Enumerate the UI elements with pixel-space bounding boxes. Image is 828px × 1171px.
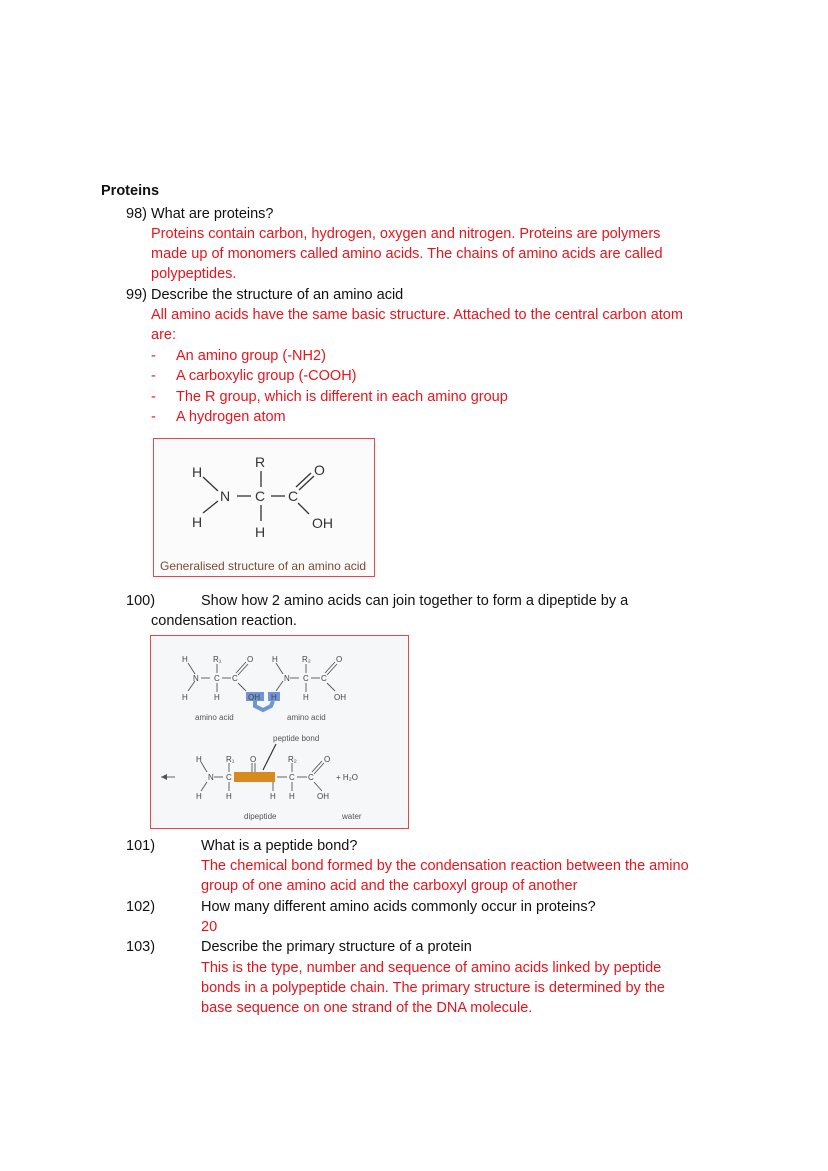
amino-acid-label-1: amino acid — [195, 713, 234, 722]
answer-103-line-2: bonds in a polypeptide chain. The primary structure is determined by the — [201, 980, 665, 996]
oh-removed: OH — [248, 693, 260, 702]
svg-text:N: N — [284, 674, 290, 683]
peptide-bond-label: peptide bond — [273, 734, 320, 743]
svg-text:C: C — [214, 674, 220, 683]
bond-c-oh — [298, 503, 309, 514]
figure-caption: Generalised structure of an amino acid — [160, 559, 367, 573]
svg-text:H: H — [196, 792, 202, 801]
svg-text:H: H — [214, 693, 220, 702]
bullet-hydrogen-atom: A hydrogen atom — [176, 409, 286, 425]
bullet-r-group: The R group, which is different in each amino group — [176, 389, 508, 405]
bond-h-n-top — [203, 477, 218, 491]
bond-c-o-double-b — [299, 476, 314, 490]
svg-text:N: N — [208, 773, 214, 782]
answer-98-line-3: polypeptides. — [151, 266, 237, 282]
answer-103-line-3: base sequence on one strand of the DNA molecule. — [201, 1000, 533, 1016]
question-100-number: 100) — [126, 593, 156, 609]
atom-h-top: H — [192, 464, 203, 480]
bond-h-n-bottom — [203, 501, 218, 513]
amino-acid-structure-figure — [153, 438, 375, 577]
bullet-marker: - — [151, 368, 156, 384]
answer-101-line-1: The chemical bond formed by the condensation reaction between the amino — [201, 858, 689, 874]
question-103-number: 103) — [126, 939, 156, 955]
bullet-marker: - — [151, 389, 156, 405]
bullet-marker: - — [151, 409, 156, 425]
svg-text:O: O — [324, 755, 331, 764]
svg-text:N: N — [193, 674, 199, 683]
question-100-line-1: Show how 2 amino acids can join together to form a dipeptide by a — [201, 593, 629, 609]
bond-c-o-double-a — [296, 473, 311, 487]
svg-text:H: H — [272, 655, 278, 664]
r1-label: R₁ — [213, 655, 222, 664]
svg-text:OH: OH — [334, 693, 346, 702]
svg-text:R₁: R₁ — [226, 755, 235, 764]
svg-text:H: H — [226, 792, 232, 801]
question-98: 98) What are proteins? — [126, 206, 274, 222]
dipeptide-label: dipeptide — [244, 812, 277, 821]
svg-text:H: H — [289, 792, 295, 801]
question-101-number: 101) — [126, 838, 156, 854]
section-title: Proteins — [101, 183, 160, 199]
svg-text:H: H — [303, 693, 309, 702]
svg-text:O: O — [250, 755, 257, 764]
svg-text:R₂: R₂ — [288, 755, 297, 764]
atom-r: R — [255, 454, 266, 470]
water-label: water — [342, 812, 362, 821]
answer-102: 20 — [201, 919, 218, 935]
question-101: What is a peptide bond? — [201, 838, 358, 854]
svg-text:OH: OH — [317, 792, 329, 801]
answer-101-line-2: group of one amino acid and the carboxyl group of another — [201, 878, 578, 894]
atom-h-bottom: H — [192, 514, 203, 530]
condensation-diagram — [151, 636, 410, 830]
question-100-line-2: condensation reaction. — [151, 613, 297, 629]
svg-text:C: C — [321, 674, 327, 683]
r2-label: R₂ — [302, 655, 311, 664]
bullet-marker: - — [151, 348, 156, 364]
svg-text:O: O — [336, 655, 343, 664]
atom-o: O — [314, 462, 325, 478]
answer-98-line-2: made up of monomers called amino acids. The chains of amino acids are called — [151, 246, 663, 262]
svg-text:C: C — [308, 773, 314, 782]
peptide-bond-highlight — [234, 772, 275, 782]
atom-h-central: H — [255, 524, 266, 540]
svg-text:C: C — [289, 773, 295, 782]
amino-acid-diagram — [154, 439, 376, 578]
answer-99-line-2: are: — [151, 327, 176, 343]
question-103: Describe the primary structure of a protein — [201, 939, 472, 955]
answer-103-line-1: This is the type, number and sequence of amino acids linked by peptide — [201, 960, 662, 976]
answer-99-line-1: All amino acids have the same basic structure. Attached to the central carbon atom — [151, 307, 683, 323]
bullet-amino-group: An amino group (-NH2) — [176, 348, 326, 364]
condensation-reaction-figure — [150, 635, 409, 829]
atom-n: N — [220, 488, 231, 504]
svg-text:H: H — [270, 792, 276, 801]
svg-text:H: H — [182, 693, 188, 702]
svg-text:C: C — [303, 674, 309, 683]
reaction-arrow-icon — [161, 774, 167, 780]
svg-text:H: H — [182, 655, 188, 664]
atom-c-central: C — [255, 488, 266, 504]
svg-text:O: O — [247, 655, 254, 664]
water-formula: + H₂O — [336, 773, 358, 782]
answer-98-line-1: Proteins contain carbon, hydrogen, oxygen and nitrogen. Proteins are polymers — [151, 226, 661, 242]
question-99: 99) Describe the structure of an amino acid — [126, 287, 404, 303]
svg-text:H: H — [196, 755, 202, 764]
water-removal-connector — [255, 701, 273, 710]
svg-text:C: C — [226, 773, 232, 782]
bullet-carboxylic-group: A carboxylic group (-COOH) — [176, 368, 357, 384]
question-102: How many different amino acids commonly occur in proteins? — [201, 899, 596, 915]
question-102-number: 102) — [126, 899, 156, 915]
h-removed: H — [271, 693, 277, 702]
atom-c-carboxyl: C — [288, 488, 299, 504]
atom-oh: OH — [312, 515, 333, 531]
amino-acid-label-2: amino acid — [287, 713, 326, 722]
svg-text:C: C — [232, 674, 238, 683]
